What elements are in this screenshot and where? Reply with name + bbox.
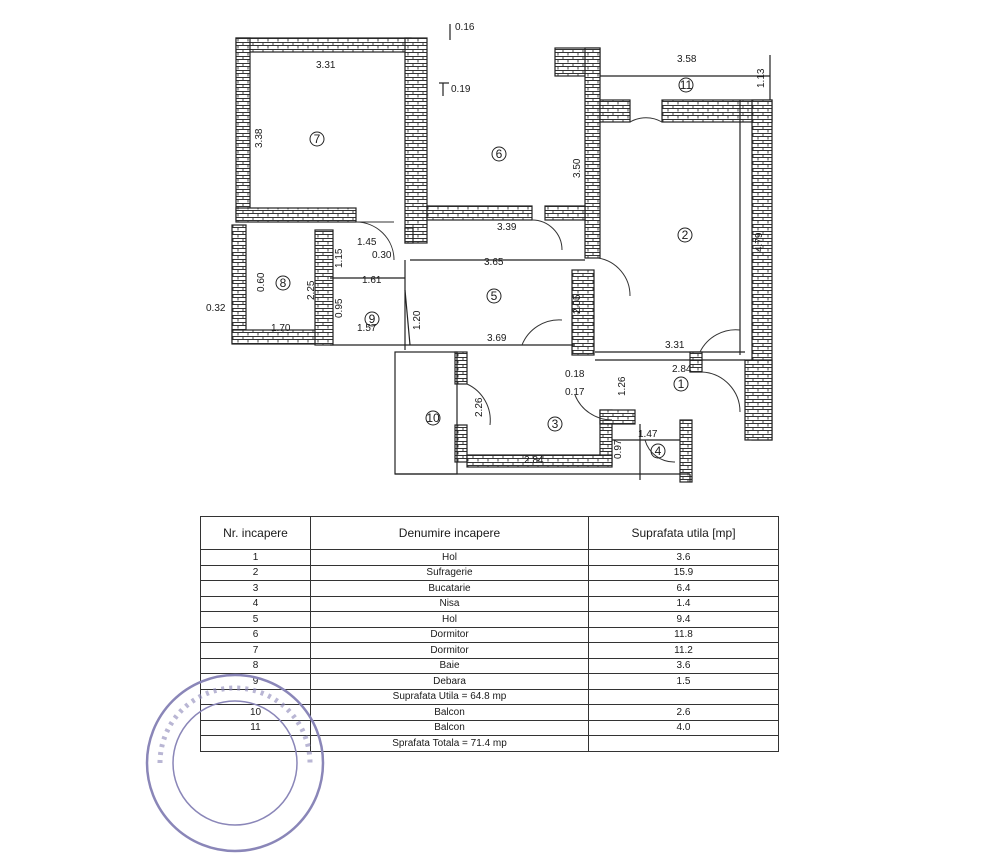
cell-nr: 5 <box>201 612 311 628</box>
dim-r3-226: 2.26 <box>474 397 485 417</box>
room-number-7: 7 <box>313 132 321 146</box>
dim-r1-126: 1.26 <box>617 376 628 396</box>
header-room-number: Nr. incapere <box>201 517 311 550</box>
table-row <box>201 550 779 566</box>
room-number-2: 2 <box>681 228 689 242</box>
dim-r7-height: 3.38 <box>254 128 265 148</box>
dim-hall-205: 2.05 <box>572 294 583 314</box>
room-number-9: 9 <box>368 312 376 326</box>
cell-name: Dormitor <box>311 643 589 659</box>
table-row <box>201 643 779 659</box>
cell-area: 11.2 <box>589 643 779 659</box>
cell-name: Nisa <box>311 596 589 612</box>
cell-nr: 4 <box>201 596 311 612</box>
dim-hall-157: 1.57 <box>357 323 377 334</box>
table-row <box>201 565 779 581</box>
cell-area: 2.6 <box>589 705 779 721</box>
official-stamp <box>140 668 330 858</box>
cell-nr: 9 <box>201 674 311 690</box>
room-number-3: 3 <box>551 417 559 431</box>
dim-r11-depth: 1.13 <box>756 68 767 88</box>
cell-area: 3.6 <box>589 658 779 674</box>
dim-hall-225: 2.25 <box>306 280 317 300</box>
dim-hall-161: 1.61 <box>362 275 382 286</box>
cell-name: Hol <box>311 612 589 628</box>
cell-name: Balcon <box>311 720 589 736</box>
cell-area: 6.4 <box>589 581 779 597</box>
cell-name: Bucatarie <box>311 581 589 597</box>
cell-name: Dormitor <box>311 627 589 643</box>
dim-r1-147: 1.47 <box>638 429 658 440</box>
cell-area: 15.9 <box>589 565 779 581</box>
cell-area: 3.6 <box>589 550 779 566</box>
dim-hall-170: 1.70 <box>271 323 291 334</box>
room-number-5: 5 <box>490 289 498 303</box>
dim-r1-284: 2.84 <box>672 364 692 375</box>
dim-r2-height: 4.79 <box>754 232 765 252</box>
dim-r6-width: 3.39 <box>497 222 517 233</box>
cell-area: 11.8 <box>589 627 779 643</box>
dim-hall-369: 3.69 <box>487 333 507 344</box>
cell-nr: 6 <box>201 627 311 643</box>
cell-empty <box>589 689 779 705</box>
cell-empty <box>589 736 779 752</box>
table-row <box>201 612 779 628</box>
dim-hall-032: 0.32 <box>206 303 226 314</box>
room-number-8: 8 <box>279 276 287 290</box>
table-row <box>201 596 779 612</box>
cell-name: Baie <box>311 658 589 674</box>
table-row <box>201 627 779 643</box>
dim-r3-284: 2.84 <box>524 455 544 466</box>
room-number-6: 6 <box>495 147 503 161</box>
dim-r7-width: 3.31 <box>316 60 336 71</box>
header-usable-area: Suprafata utila [mp] <box>589 517 779 550</box>
dim-r1-018: 0.18 <box>565 369 585 380</box>
dim-r2-width: 3.31 <box>665 340 685 351</box>
dim-r1-017: 0.17 <box>565 387 585 398</box>
cell-nr: 2 <box>201 565 311 581</box>
dim-hall-145: 1.45 <box>357 237 377 248</box>
cell-area: 9.4 <box>589 612 779 628</box>
cell-name: Sufragerie <box>311 565 589 581</box>
cell-name: Balcon <box>311 705 589 721</box>
cell-name: Debara <box>311 674 589 690</box>
dim-r11-width: 3.58 <box>677 54 697 65</box>
dim-overall: 0.16 <box>455 22 475 33</box>
cell-nr: 11 <box>201 720 311 736</box>
dim-hall-095: 0.95 <box>334 298 345 318</box>
table-row <box>201 581 779 597</box>
cell-nr: 3 <box>201 581 311 597</box>
dim-hall-030: 0.30 <box>372 250 392 261</box>
dim-r4-097: 0.97 <box>613 439 624 459</box>
dim-r6-wall: 0.19 <box>451 84 471 95</box>
cell-nr: 10 <box>201 705 311 721</box>
room-number-11: 11 <box>679 78 693 92</box>
table-header-row <box>201 517 779 550</box>
cell-nr: 1 <box>201 550 311 566</box>
room-number-1: 1 <box>677 377 685 391</box>
cell-area: 4.0 <box>589 720 779 736</box>
cell-name: Hol <box>311 550 589 566</box>
dim-r6-height: 3.50 <box>572 158 583 178</box>
dim-hall-060: 0.60 <box>256 272 267 292</box>
dim-hall-120: 1.20 <box>412 310 423 330</box>
cell-nr: 8 <box>201 658 311 674</box>
room-number-4: 4 <box>654 444 662 458</box>
header-room-name: Denumire incapere <box>311 517 589 550</box>
cell-nr: 7 <box>201 643 311 659</box>
dim-hall-365: 3.65 <box>484 257 504 268</box>
cell-area: 1.5 <box>589 674 779 690</box>
summary-total-area: Sprafata Totala = 71.4 mp <box>311 736 589 752</box>
room-number-10: 10 <box>426 411 440 425</box>
summary-usable-area: Suprafata Utila = 64.8 mp <box>311 689 589 705</box>
dim-hall-115: 1.15 <box>334 248 345 268</box>
cell-area: 1.4 <box>589 596 779 612</box>
